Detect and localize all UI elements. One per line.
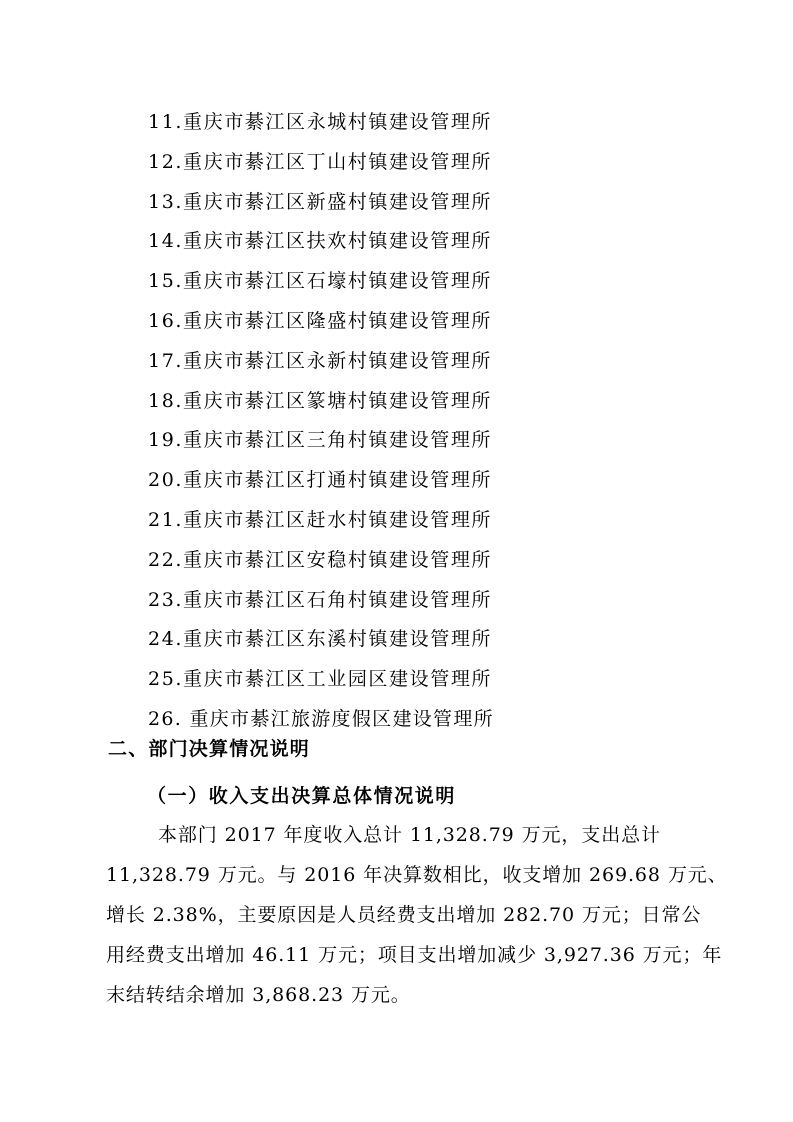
list-item: 20.重庆市綦江区打通村镇建设管理所 (148, 469, 493, 492)
list-item: 12.重庆市綦江区丁山村镇建设管理所 (148, 150, 493, 173)
list-item: 23.重庆市綦江区石角村镇建设管理所 (148, 588, 493, 611)
summary-paragraph (106, 815, 728, 1015)
list-item: 21.重庆市綦江区赶水村镇建设管理所 (148, 508, 493, 531)
list-item: 13.重庆市綦江区新盛村镇建设管理所 (148, 190, 493, 213)
paragraph-line: 11,328.79 万元。与 2016 年决算数相比，收支增加 269.68 万元、 (106, 864, 728, 886)
list-item: 11.重庆市綦江区永城村镇建设管理所 (148, 111, 493, 133)
list-item: 15.重庆市綦江区石壕村镇建设管理所 (148, 270, 493, 293)
list-item: 19.重庆市綦江区三角村镇建设管理所 (148, 429, 493, 452)
list-item: 25.重庆市綦江区工业园区建设管理所 (148, 668, 493, 691)
list-item: 18.重庆市綦江区篆塘村镇建设管理所 (148, 389, 493, 412)
list-item: 22.重庆市綦江区安稳村镇建设管理所 (148, 548, 493, 571)
paragraph-line: 末结转结余增加 3,868.23 万元。 (106, 984, 411, 1006)
list-item: 16.重庆市綦江区隆盛村镇建设管理所 (148, 309, 493, 332)
paragraph-line: 增长 2.38%，主要原因是人员经费支出增加 282.70 万元；日常公 (106, 904, 702, 926)
sub-heading: （一）收入支出决算总体情况说明 (147, 785, 457, 807)
list-item: 14.重庆市綦江区扶欢村镇建设管理所 (148, 230, 493, 253)
list-item: 26. 重庆市綦江旅游度假区建设管理所 (148, 707, 494, 730)
list-item: 24.重庆市綦江区东溪村镇建设管理所 (148, 628, 493, 651)
paragraph-line: 用经费支出增加 46.11 万元；项目支出增加减少 3,927.36 万元；年 (106, 944, 723, 966)
paragraph-line: 本部门 2017 年度收入总计 11,328.79 万元，支出总计 (158, 824, 661, 846)
unit-list (148, 103, 494, 740)
list-item: 17.重庆市綦江区永新村镇建设管理所 (148, 349, 493, 372)
section-heading: 二、部门决算情况说明 (108, 738, 311, 760)
